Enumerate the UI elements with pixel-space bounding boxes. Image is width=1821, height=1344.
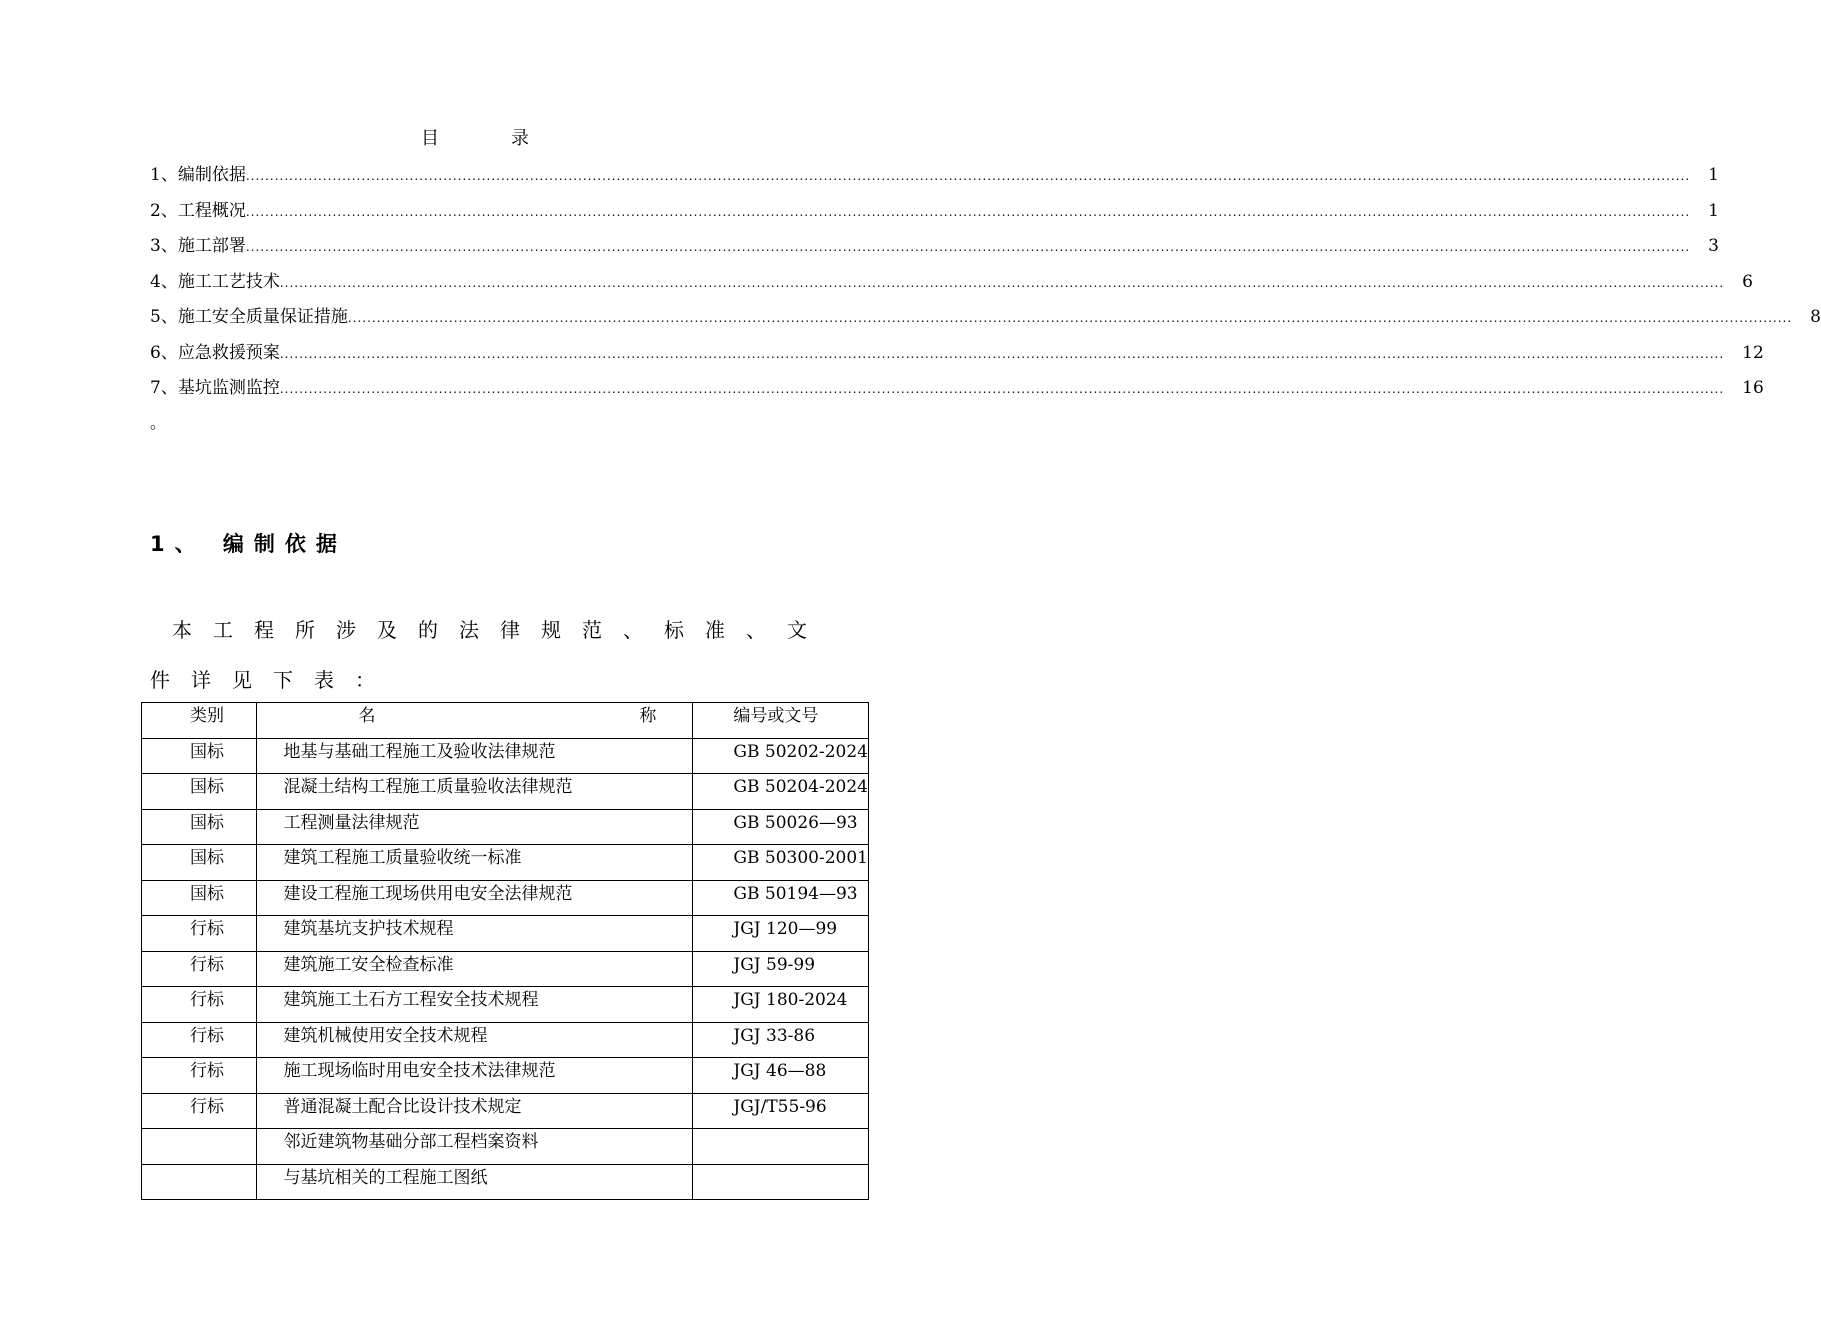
toc-item-number: 2 [150,200,161,221]
toc-item[interactable] [150,196,1719,232]
cell-name: 建设工程施工现场供用电安全法律规范 [257,880,693,916]
table-row [142,1022,869,1058]
toc-item[interactable] [150,302,1821,338]
cell-category: 行标 [142,951,257,987]
toc-item-text: 、基坑监测监控 [160,378,280,398]
toc-item[interactable] [150,160,1719,196]
cell-code: GB 50300-2001 [693,845,869,881]
cell-name: 邻近建筑物基础分部工程档案资料 [257,1129,693,1165]
toc-item-number: 5 [150,307,161,327]
table-row [142,738,869,774]
cell-name: 建筑施工土石方工程安全技术规程 [257,987,693,1023]
toc-item-page: 1 [1708,165,1719,185]
cell-category: 国标 [142,845,257,881]
cell-name: 建筑机械使用安全技术规程 [257,1022,693,1058]
cell-category: 国标 [142,774,257,810]
toc-item-number: 4 [150,271,161,292]
cell-name: 普通混凝土配合比设计技术规定 [257,1093,693,1129]
toc-title-part1: 目 [421,128,439,149]
cell-category: 国标 [142,809,257,845]
toc-item-number: 1 [150,165,161,185]
cell-category [142,1164,257,1200]
cell-code [693,1164,869,1200]
cell-name: 与基坑相关的工程施工图纸 [257,1164,693,1200]
table-row [142,1164,869,1200]
toc-leader-dots: ............................................................................................................................................................................................................................................................................................................ [279,346,1725,361]
cell-category: 行标 [142,1093,257,1129]
table-header-row [142,703,869,739]
toc-item-page: 12 [1742,342,1764,363]
cell-name: 工程测量法律规范 [257,809,693,845]
toc-item-page: 1 [1708,200,1719,221]
section-heading: 1、 编制依据 [150,532,347,556]
toc-item-text: 、施工部署 [160,236,246,256]
cell-name: 施工现场临时用电安全技术法律规范 [257,1058,693,1094]
toc-item-page: 16 [1742,378,1764,398]
toc-item-number: 7 [150,378,161,398]
cell-category: 国标 [142,738,257,774]
table-row [142,987,869,1023]
intro-paragraph-line1: 本工程所涉及的法律规范、标准、文 [172,618,828,642]
table-row [142,880,869,916]
toc-leader-dots: ............................................................................................................................................................................................................................................................................................................ [245,204,1691,219]
toc-item-page: 8 [1810,307,1821,327]
toc-item-text: 、施工安全质量保证措施 [160,307,348,327]
cell-category: 行标 [142,1022,257,1058]
cell-name: 建筑施工安全检查标准 [257,951,693,987]
cell-category: 行标 [142,987,257,1023]
cell-name: 混凝土结构工程施工质量验收法律规范 [257,774,693,810]
header-name-left: 名 [358,706,376,726]
toc-end-mark: 。 [150,413,167,432]
toc-leader-dots: ............................................................................................................................................................................................................................................................................................................ [245,240,1691,254]
table-row [142,1129,869,1165]
cell-category: 行标 [142,1058,257,1094]
cell-name: 地基与基础工程施工及验收法律规范 [257,738,693,774]
cell-code: JGJ 46—88 [693,1058,869,1094]
toc-item[interactable] [150,338,1764,374]
cell-code: JGJ/T55-96 [693,1093,869,1129]
cell-code: JGJ 120—99 [693,916,869,952]
toc-item[interactable] [150,231,1719,267]
table-row [142,809,869,845]
table-row [142,774,869,810]
cell-code: GB 50026—93 [693,809,869,845]
table-row [142,1058,869,1094]
toc-item-text: 、应急救援预案 [160,342,280,363]
cell-code: GB 50204-2024 [693,774,869,810]
toc-item[interactable] [150,373,1764,409]
cell-code: JGJ 33-86 [693,1022,869,1058]
toc-item-number: 6 [150,342,161,363]
cell-code [693,1129,869,1165]
table-row [142,951,869,987]
toc-item-text: 、工程概况 [160,200,246,221]
header-code: 编号或文号 [693,703,869,739]
toc-leader-dots: ............................................................................................................................................................................................................................................................................................................ [347,311,1793,325]
toc-item-page: 3 [1708,236,1719,256]
table-row [142,845,869,881]
cell-name: 建筑工程施工质量验收统一标准 [257,845,693,881]
table-of-contents [150,160,1821,409]
toc-item-text: 、编制依据 [160,165,246,185]
toc-leader-dots: ............................................................................................................................................................................................................................................................................................................ [245,169,1691,183]
header-name [257,703,693,739]
toc-title-part2: 录 [511,128,529,149]
toc-item-text: 、施工工艺技术 [160,271,280,292]
table-row [142,1093,869,1129]
toc-item[interactable] [150,267,1753,303]
cell-code: GB 50194—93 [693,880,869,916]
toc-leader-dots: ............................................................................................................................................................................................................................................................................................................ [279,275,1725,290]
toc-item-number: 3 [150,236,161,256]
toc-title [0,124,950,150]
cell-category: 行标 [142,916,257,952]
header-category: 类别 [142,703,257,739]
cell-category [142,1129,257,1165]
cell-code: JGJ 59-99 [693,951,869,987]
standards-table [141,702,869,1200]
header-name-right: 称 [639,706,657,726]
cell-category: 国标 [142,880,257,916]
table-row [142,916,869,952]
intro-paragraph-line2: 件详见下表： [150,668,396,692]
cell-name: 建筑基坑支护技术规程 [257,916,693,952]
toc-item-page: 6 [1742,271,1753,292]
toc-leader-dots: ............................................................................................................................................................................................................................................................................................................ [279,382,1725,396]
cell-code: GB 50202-2024 [693,738,869,774]
cell-code: JGJ 180-2024 [693,987,869,1023]
